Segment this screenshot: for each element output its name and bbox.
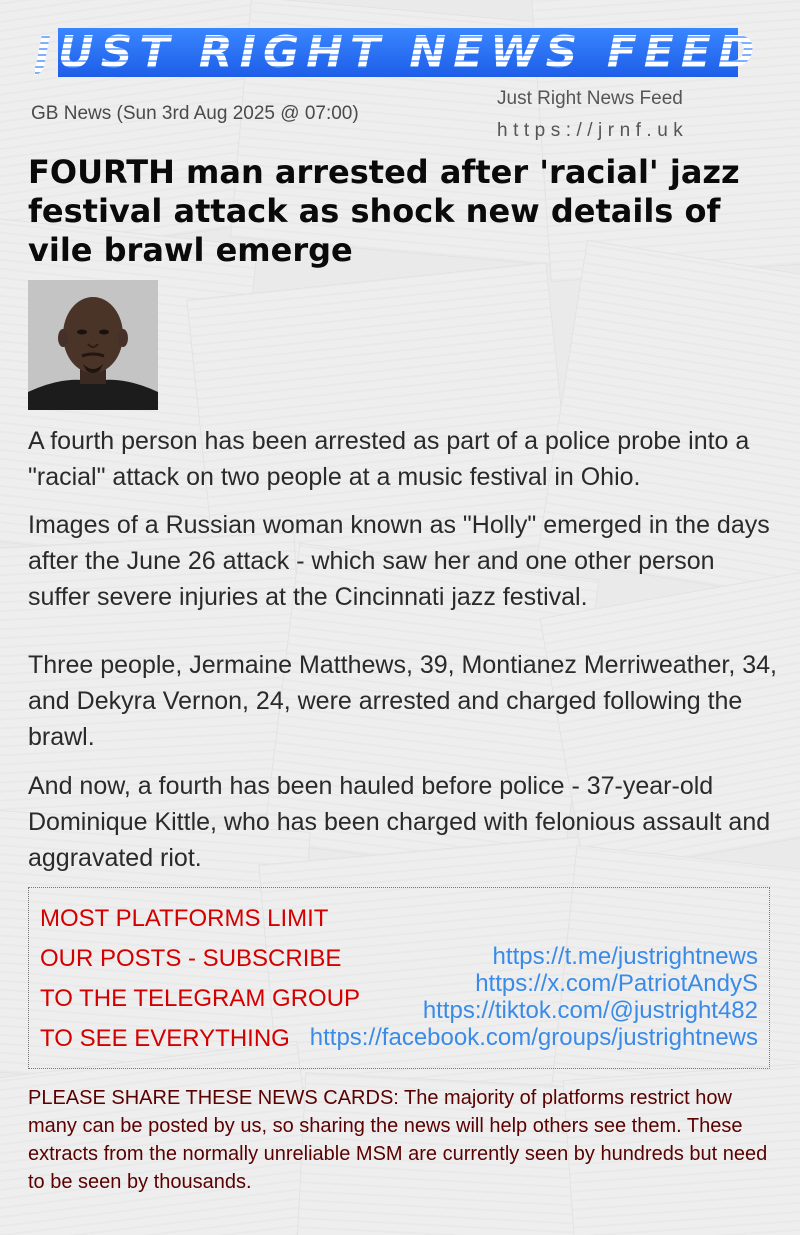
x-link[interactable]: https://x.com/PatriotAndyS bbox=[475, 970, 758, 997]
promo-line: MOST PLATFORMS LIMIT bbox=[40, 905, 329, 932]
promo-line: OUR POSTS - SUBSCRIBE bbox=[40, 945, 342, 972]
tiktok-link[interactable]: https://tiktok.com/@justright482 bbox=[422, 997, 758, 1024]
mugshot-photo bbox=[28, 280, 158, 410]
source-dateline: GB News (Sun 3rd Aug 2025 @ 07:00) bbox=[31, 103, 359, 124]
promo-line: TO THE TELEGRAM GROUP bbox=[40, 985, 361, 1012]
telegram-link[interactable]: https://t.me/justrightnews bbox=[492, 943, 758, 970]
brand-name: Just Right News Feed bbox=[497, 88, 683, 109]
brand-url[interactable]: https://jrnf.uk bbox=[497, 120, 689, 141]
site-banner bbox=[34, 27, 762, 78]
social-links bbox=[310, 943, 758, 1051]
article-paragraph: Images of a Russian woman known as "Holly" emerged in the days after the June 26 attack - which saw her and one other person suffer severe injuries at the Cincinnati jazz festival. bbox=[28, 511, 770, 611]
facebook-link[interactable]: https://facebook.com/groups/justrightnews bbox=[309, 1024, 758, 1051]
banner-title: JUST RIGHT NEWS FEED bbox=[34, 27, 762, 78]
article-paragraph: Three people, Jermaine Matthews, 39, Montianez Merriweather, 34, and Dekyra Vernon, 24, were arrested and charged following the brawl. bbox=[28, 651, 777, 751]
person-photo-icon bbox=[28, 280, 158, 410]
article-paragraph: And now, a fourth has been hauled before police - 37-year-old Dominique Kittle, who has been charged with felonious assault and aggravated riot. bbox=[28, 772, 771, 872]
article-paragraph: A fourth person has been arrested as part of a police probe into a "racial" attack on two people at a music festival in Ohio. bbox=[28, 427, 750, 491]
promo-line: TO SEE EVERYTHING bbox=[40, 1025, 290, 1052]
share-notice: PLEASE SHARE THESE NEWS CARDS: The majority of platforms restrict how many can be posted by us, so sharing the news will help others see them. These extracts from the normally unreliable MSM are currently seen by hundreds but need to be seen by thousands. bbox=[28, 1087, 768, 1193]
article-headline: FOURTH man arrested after 'racial' jazz festival attack as shock new details of vile brawl emerge bbox=[28, 153, 740, 269]
subscribe-promo-box bbox=[28, 887, 770, 1069]
